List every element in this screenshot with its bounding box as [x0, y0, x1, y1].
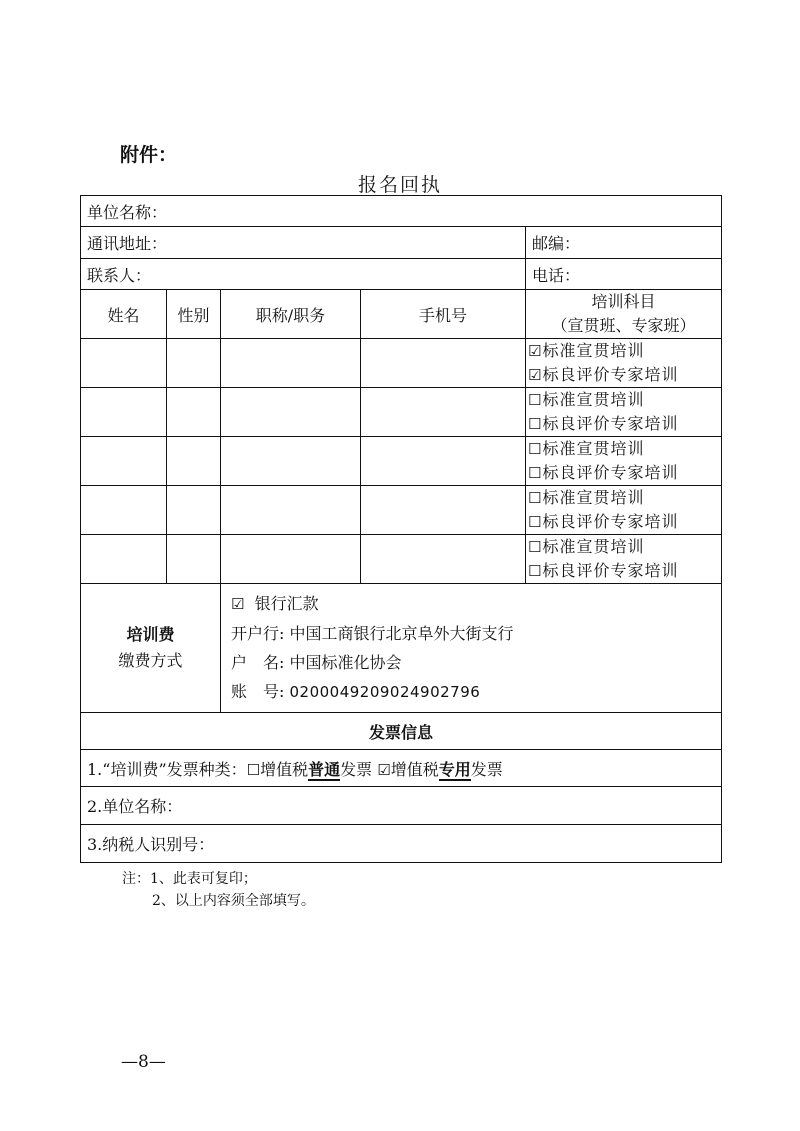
col-header-title: 职称/职务 [221, 290, 361, 339]
invoice-header: 发票信息 [81, 713, 722, 750]
attendee-mobile-cell[interactable] [361, 486, 526, 535]
page-number: —8— [121, 1052, 166, 1072]
attendee-mobile-cell[interactable] [361, 535, 526, 584]
subject-header-line1: 培训科目 [591, 292, 656, 311]
fee-label: 培训费 [126, 625, 175, 644]
account-number: 0200049209024902796 [289, 683, 481, 701]
subject-expert-checkbox[interactable]: ☑ [528, 366, 543, 384]
col-header-gender: 性别 [167, 290, 221, 339]
subject-expert-label: 标良评价专家培训 [542, 414, 679, 433]
address-label: 通讯地址： [87, 234, 168, 253]
subject-standard-checkbox[interactable]: ☐ [528, 391, 543, 409]
attendee-subject-cell [526, 339, 722, 388]
attendee-gender-cell[interactable] [167, 535, 221, 584]
attachment-label: 附件： [120, 144, 178, 166]
subject-expert-checkbox[interactable]: ☐ [528, 415, 543, 433]
bank-line: 开户行: 中国工商银行北京阜外大街支行 [231, 624, 514, 643]
attendee-row [81, 437, 722, 486]
subject-expert-label: 标良评价专家培训 [542, 463, 679, 482]
attendee-row [81, 339, 722, 388]
col-header-name: 姓名 [81, 290, 167, 339]
attendee-mobile-cell[interactable] [361, 339, 526, 388]
attendee-subject-cell [526, 437, 722, 486]
registration-form-table [80, 195, 722, 863]
fee-method-label: 缴费方式 [118, 651, 183, 670]
attendee-title-cell[interactable] [221, 339, 361, 388]
attendee-gender-cell[interactable] [167, 388, 221, 437]
attendee-row [81, 388, 722, 437]
subject-expert-checkbox[interactable]: ☐ [528, 513, 543, 531]
notes [122, 868, 315, 912]
account-number-label: 账 号: [231, 682, 290, 701]
attendee-subject-cell [526, 535, 722, 584]
attendee-mobile-cell[interactable] [361, 437, 526, 486]
attendee-name-cell[interactable] [81, 535, 167, 584]
subject-standard-checkbox[interactable]: ☐ [528, 538, 543, 556]
attendee-mobile-cell[interactable] [361, 388, 526, 437]
bank-transfer-checkbox[interactable]: ☑ [231, 595, 245, 613]
postcode-label: 邮编： [532, 234, 581, 253]
phone-field[interactable] [526, 259, 722, 290]
invoice-word-b: 发票 [470, 759, 503, 779]
attendee-name-cell[interactable] [81, 339, 167, 388]
fee-label-cell [81, 584, 221, 713]
col-header-subject [526, 290, 722, 339]
attendee-gender-cell[interactable] [167, 437, 221, 486]
payment-info-cell [221, 584, 722, 713]
subject-expert-label: 标良评价专家培训 [542, 512, 679, 531]
vat-text-a: 增值税 [260, 759, 309, 779]
attendee-name-cell[interactable] [81, 486, 167, 535]
attendee-row [81, 486, 722, 535]
payment-method: 银行汇款 [254, 594, 319, 613]
note-line-1: 注：1、此表可复印； [122, 871, 257, 887]
tax-id-label: 3.纳税人识别号： [87, 835, 215, 854]
subject-standard-label: 标准宣贯培训 [542, 439, 645, 458]
form-title: 报名回执 [357, 174, 442, 196]
phone-label: 电话： [532, 265, 581, 285]
subject-standard-label: 标准宣贯培训 [542, 390, 645, 409]
invoice-unit-name-field[interactable] [81, 787, 722, 825]
special-word: 专用 [438, 759, 471, 779]
attendee-row [81, 535, 722, 584]
subject-expert-label: 标良评价专家培训 [542, 561, 679, 580]
invoice-type-row [81, 750, 722, 787]
normal-word: 普通 [308, 759, 341, 779]
account-name-line: 户 名: 中国标准化协会 [231, 653, 402, 672]
attendee-subject-cell [526, 486, 722, 535]
subject-expert-checkbox[interactable]: ☐ [528, 562, 543, 580]
contact-field[interactable] [81, 259, 526, 290]
subject-standard-checkbox[interactable]: ☐ [528, 440, 543, 458]
special-invoice-checkbox[interactable]: ☑ [377, 760, 391, 779]
invoice-type-label: 1.“培训费”发票种类： [87, 759, 247, 779]
attendee-title-cell[interactable] [221, 535, 361, 584]
tax-id-field[interactable] [81, 825, 722, 863]
subject-expert-label: 标良评价专家培训 [542, 365, 679, 384]
attendee-name-cell[interactable] [81, 437, 167, 486]
vat-text-b: 增值税 [390, 759, 439, 779]
subject-header-line2: （宣贯班、专家班） [551, 316, 696, 335]
attendee-subject-cell [526, 388, 722, 437]
attendee-title-cell[interactable] [221, 486, 361, 535]
subject-standard-checkbox[interactable]: ☑ [528, 342, 543, 360]
attendee-name-cell[interactable] [81, 388, 167, 437]
unit-name-label: 单位名称： [87, 202, 168, 222]
subject-standard-checkbox[interactable]: ☐ [528, 489, 543, 507]
attendee-gender-cell[interactable] [167, 486, 221, 535]
attendee-title-cell[interactable] [221, 437, 361, 486]
subject-standard-label: 标准宣贯培训 [542, 537, 645, 556]
col-header-mobile: 手机号 [361, 290, 526, 339]
address-field[interactable] [81, 227, 526, 259]
contact-label: 联系人： [87, 265, 152, 285]
postcode-field[interactable] [526, 227, 722, 259]
attendee-gender-cell[interactable] [167, 339, 221, 388]
note-line-2: 2、以上内容须全部填写。 [152, 893, 315, 909]
subject-standard-label: 标准宣贯培训 [542, 488, 645, 507]
subject-standard-label: 标准宣贯培训 [542, 341, 645, 360]
attendee-title-cell[interactable] [221, 388, 361, 437]
normal-invoice-checkbox[interactable]: ☐ [246, 760, 261, 779]
invoice-unit-name-label: 2.单位名称： [87, 797, 183, 816]
unit-name-field[interactable] [81, 196, 722, 227]
subject-expert-checkbox[interactable]: ☐ [528, 464, 543, 482]
invoice-word-a: 发票 [340, 759, 373, 779]
